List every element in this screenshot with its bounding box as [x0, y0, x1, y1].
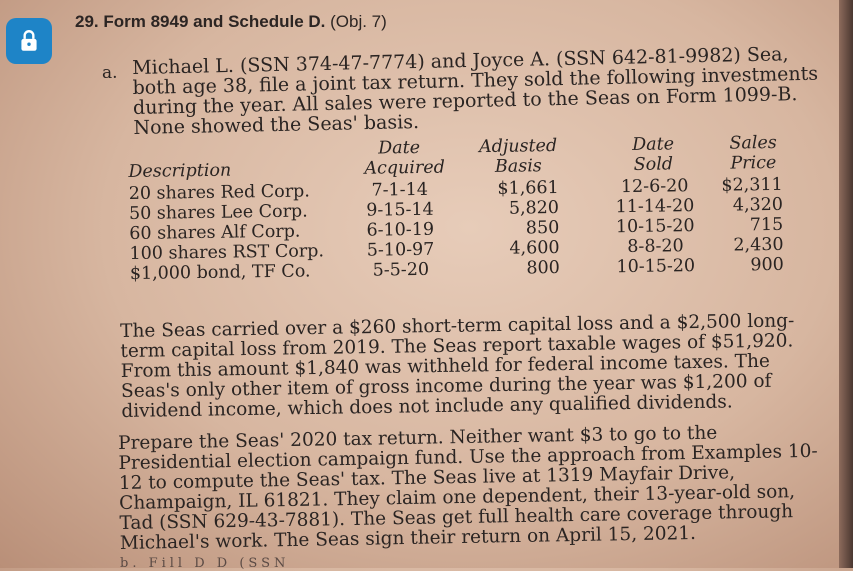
- row-description: 20 shares Red Corp.: [128, 181, 311, 204]
- row-description: 100 shares RST Corp.: [129, 241, 325, 264]
- row-description: 60 shares Alf Corp.: [129, 221, 301, 244]
- problem-objective: (Obj. 7): [330, 12, 387, 31]
- header-sales-price: Sales Price: [729, 132, 777, 174]
- row-sales-price: 715: [749, 214, 784, 236]
- header-date-acquired: Date Acquired: [364, 137, 445, 179]
- row-date-sold: 12-6-20: [620, 176, 689, 198]
- row-description: 50 shares Lee Corp.: [128, 201, 308, 224]
- row-date-sold: 10-15-20: [616, 256, 696, 278]
- row-date-sold: 10-15-20: [615, 216, 695, 238]
- row-sales-price: 2,430: [733, 234, 784, 256]
- row-adjusted-basis: 4,600: [509, 237, 560, 259]
- instructions-paragraph: Prepare the Seas' 2020 tax return. Neither want $3 to go to the Presidential election campaign fund. Use the approach from Examples 10-12 to compute the Seas' tax. The Seas live at 1319 Mayfair Drive, Champaign, IL 61821. They claim one dependent, their 13-year-old son, Tad (SSN 629-43-7881). The Seas get full health care coverage through Michael's work. The Seas sign their return on April 15, 2021.: [117, 422, 818, 554]
- lock-icon: [16, 28, 42, 54]
- header-adjusted-basis: Adjusted Basis: [478, 136, 558, 177]
- row-description: $1,000 bond, TF Co.: [129, 261, 311, 284]
- part-a-label: a.: [102, 63, 118, 83]
- row-date-acquired: 6-10-19: [366, 219, 435, 241]
- row-date-acquired: 7-1-14: [371, 179, 429, 201]
- row-date-acquired: 9-15-14: [366, 199, 434, 221]
- book-binding-shadow: [839, 0, 853, 568]
- row-sales-price: $2,311: [721, 174, 783, 196]
- row-adjusted-basis: 5,820: [508, 197, 560, 219]
- part-a-intro-paragraph: Michael L. (SSN 374-47-7774) and Joyce A. (SSN 642-81-9982) Sea, both age 38, file a joint tax return. They sold the following investments during the year. All sales were reported to the Seas on Form 1099-B. None showed the Seas' basis.: [131, 43, 819, 139]
- row-date-sold: 11-14-20: [615, 196, 695, 218]
- row-date-acquired: 5-10-97: [366, 239, 435, 261]
- header-date-sold: Date Sold: [632, 134, 675, 175]
- problem-number: 29.: [75, 12, 99, 31]
- row-sales-price: 900: [750, 254, 784, 276]
- next-part-fragment: b. Fill D D (SSN: [120, 556, 290, 571]
- row-adjusted-basis: 800: [526, 257, 560, 279]
- row-adjusted-basis: $1,661: [497, 177, 559, 199]
- lock-badge-button[interactable]: [6, 18, 52, 64]
- row-date-acquired: 5-5-20: [372, 259, 430, 281]
- row-sales-price: 4,320: [732, 194, 784, 216]
- row-date-sold: 8-8-20: [627, 236, 684, 258]
- header-description: Description: [128, 160, 232, 182]
- problem-title: Form 8949 and Schedule D.: [103, 12, 326, 31]
- row-adjusted-basis: 850: [525, 217, 560, 239]
- problem-heading: [75, 12, 387, 32]
- carryover-paragraph: The Seas carried over a $260 short-term capital loss and a $2,500 long-term capital loss from 2019. The Seas report taxable wages of $51,920. From this amount $1,840 was withheld for federal income taxes. The Seas's only other item of gross income during the year was $1,200 of dividend income, which does not include any qualified dividends.: [119, 310, 795, 422]
